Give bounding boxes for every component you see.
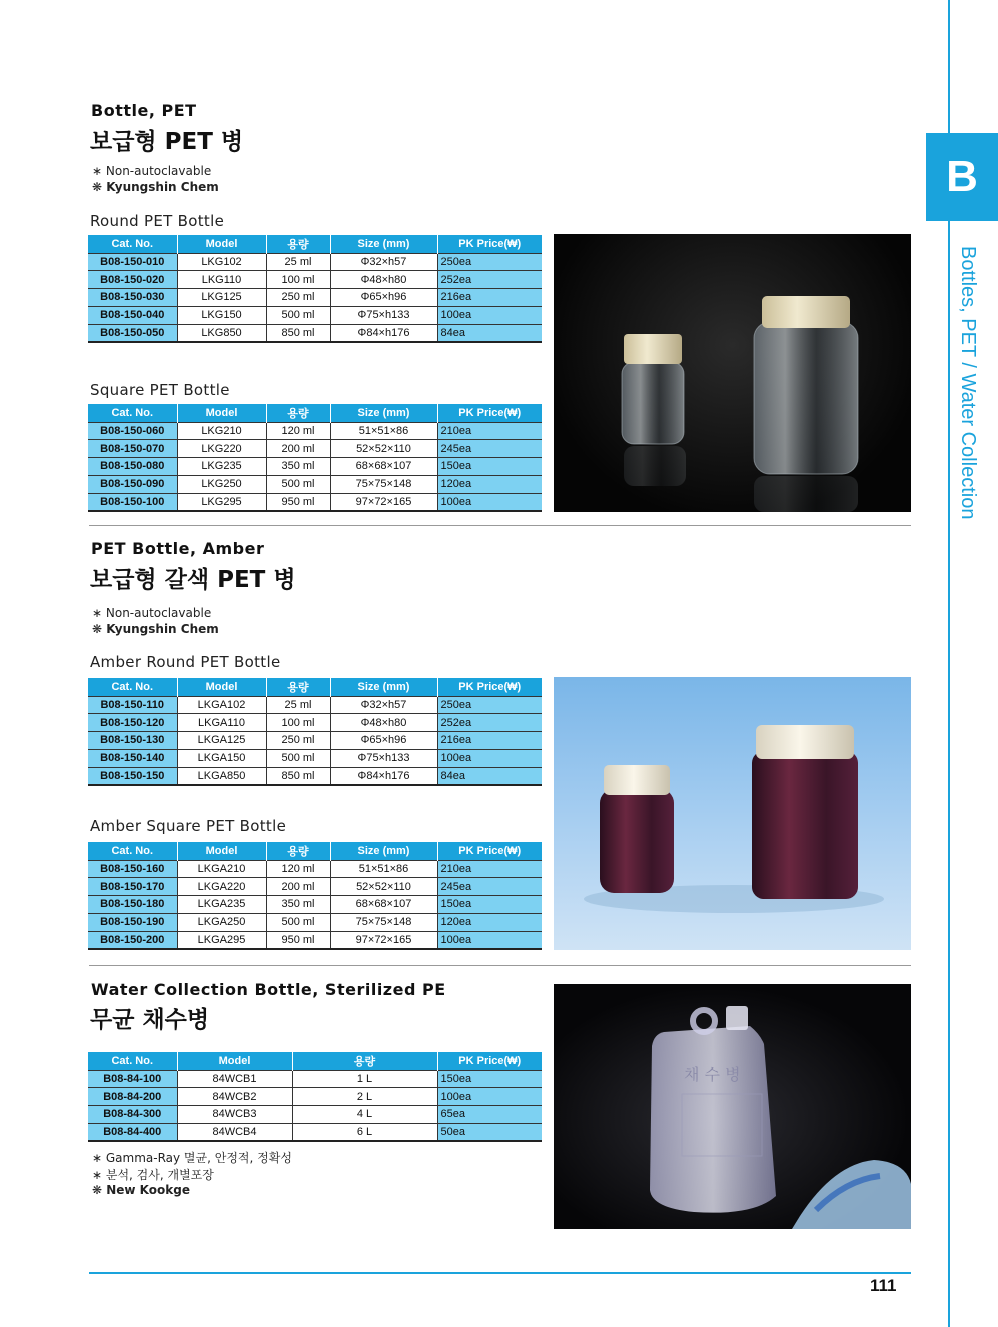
table-cell: LKGA850 — [177, 767, 266, 785]
table-cell: LKG220 — [177, 440, 266, 458]
column-header: Model — [177, 1052, 292, 1070]
table-row — [88, 1088, 542, 1106]
column-header: 용량 — [266, 678, 330, 696]
table-cell: LKG250 — [177, 475, 266, 493]
section3-note-sterile: ∗ Gamma-Ray 멸균, 안정적, 정확성 — [92, 1151, 292, 1165]
table-cell: 68×68×107 — [330, 458, 437, 476]
table-cell: LKGA210 — [177, 860, 266, 878]
table-cell: 84WCB3 — [177, 1106, 292, 1124]
table-cell: 25 ml — [266, 253, 330, 271]
section1-title-ko: 보급형 PET 병 — [90, 129, 244, 155]
price-cell: 100ea — [437, 1088, 542, 1106]
table-cell: 350 ml — [266, 896, 330, 914]
section-tab-label: Bottles, PET / Water Collection — [957, 246, 979, 520]
table-cell: LKG850 — [177, 324, 266, 342]
section3-title-en: Water Collection Bottle, Sterilized PE — [91, 980, 446, 999]
table-cell: LKGA125 — [177, 732, 266, 750]
cat-no-cell: B08-150-140 — [88, 749, 177, 767]
table-cell: Φ84×h176 — [330, 324, 437, 342]
cat-no-cell: B08-150-190 — [88, 913, 177, 931]
column-header: Cat. No. — [88, 404, 177, 422]
table-row — [88, 767, 542, 785]
column-header: PK Price(₩) — [437, 404, 542, 422]
cat-no-cell: B08-150-050 — [88, 324, 177, 342]
table-cell: LKGA102 — [177, 696, 266, 714]
price-cell: 150ea — [437, 458, 542, 476]
table-cell: LKG150 — [177, 306, 266, 324]
table-cell: 6 L — [292, 1123, 437, 1141]
table-cell: LKGA250 — [177, 913, 266, 931]
cat-no-cell: B08-150-060 — [88, 422, 177, 440]
cat-no-cell: B08-84-100 — [88, 1070, 177, 1088]
section-divider-2 — [89, 965, 911, 966]
price-cell: 150ea — [437, 1070, 542, 1088]
table-cell: Φ84×h176 — [330, 767, 437, 785]
cat-no-cell: B08-84-300 — [88, 1106, 177, 1124]
table-row — [88, 475, 542, 493]
column-header: Model — [177, 235, 266, 253]
price-cell: 84ea — [437, 767, 542, 785]
price-cell: 216ea — [437, 289, 542, 307]
table-cell: 84WCB1 — [177, 1070, 292, 1088]
cat-no-cell: B08-150-030 — [88, 289, 177, 307]
column-header: Cat. No. — [88, 1052, 177, 1070]
table-cell: 500 ml — [266, 913, 330, 931]
table-cell: 120 ml — [266, 422, 330, 440]
page-number: 111 — [870, 1276, 897, 1295]
column-header: PK Price(₩) — [437, 842, 542, 860]
table-row — [88, 271, 542, 289]
price-cell: 250ea — [437, 253, 542, 271]
table-row — [88, 896, 542, 914]
table-row — [88, 878, 542, 896]
table-cell: 950 ml — [266, 931, 330, 949]
cat-no-cell: B08-150-010 — [88, 253, 177, 271]
section2-note-autoclave: ∗ Non-autoclavable — [92, 606, 212, 620]
bag-label: 채 수 병 — [684, 1065, 741, 1084]
table-cell: Φ32×h57 — [330, 253, 437, 271]
section3-note-packing: ∗ 분석, 검사, 개별포장 — [92, 1168, 214, 1182]
table-cell: 75×75×148 — [330, 475, 437, 493]
table-cell: 84WCB2 — [177, 1088, 292, 1106]
table-cell: Φ75×h133 — [330, 749, 437, 767]
table-cell: 97×72×165 — [330, 493, 437, 511]
column-header: 용량 — [266, 235, 330, 253]
column-header: PK Price(₩) — [437, 678, 542, 696]
cat-no-cell: B08-150-160 — [88, 860, 177, 878]
cat-no-cell: B08-150-100 — [88, 493, 177, 511]
price-cell: 65ea — [437, 1106, 542, 1124]
table-row — [88, 289, 542, 307]
table-cell: LKG125 — [177, 289, 266, 307]
table-cell: LKGA110 — [177, 714, 266, 732]
section2-title-en: PET Bottle, Amber — [91, 539, 265, 558]
table-cell: 84WCB4 — [177, 1123, 292, 1141]
table-row — [88, 714, 542, 732]
price-cell: 245ea — [437, 440, 542, 458]
table-cell: 1 L — [292, 1070, 437, 1088]
column-header: PK Price(₩) — [437, 235, 542, 253]
table-row — [88, 440, 542, 458]
price-cell: 210ea — [437, 860, 542, 878]
table-row — [88, 253, 542, 271]
table-cell: 950 ml — [266, 493, 330, 511]
water-bottle-table — [88, 1052, 542, 1142]
round-pet-table — [88, 235, 542, 343]
square-pet-title: Square PET Bottle — [90, 381, 230, 399]
table-cell: 500 ml — [266, 306, 330, 324]
table-cell: Φ32×h57 — [330, 696, 437, 714]
table-row — [88, 749, 542, 767]
square-pet-table — [88, 404, 542, 512]
cat-no-cell: B08-150-120 — [88, 714, 177, 732]
table-cell: 200 ml — [266, 440, 330, 458]
section3-title-ko: 무균 채수병 — [90, 1007, 210, 1033]
column-header: Size (mm) — [330, 235, 437, 253]
column-header: Model — [177, 678, 266, 696]
price-cell: 100ea — [437, 306, 542, 324]
cat-no-cell: B08-150-200 — [88, 931, 177, 949]
table-cell: 52×52×110 — [330, 440, 437, 458]
price-cell: 120ea — [437, 913, 542, 931]
table-cell: Φ65×h96 — [330, 732, 437, 750]
table-cell: LKGA295 — [177, 931, 266, 949]
column-header: Cat. No. — [88, 678, 177, 696]
table-cell: 4 L — [292, 1106, 437, 1124]
section2-note-maker: ❋ Kyungshin Chem — [92, 622, 219, 636]
column-header: Cat. No. — [88, 235, 177, 253]
table-cell: 250 ml — [266, 289, 330, 307]
table-cell: 850 ml — [266, 767, 330, 785]
price-cell: 50ea — [437, 1123, 542, 1141]
section-tab-letter: B — [926, 133, 998, 221]
table-cell: LKG110 — [177, 271, 266, 289]
cat-no-cell: B08-84-200 — [88, 1088, 177, 1106]
table-row — [88, 324, 542, 342]
price-cell: 100ea — [437, 493, 542, 511]
table-cell: Φ48×h80 — [330, 714, 437, 732]
table-cell: 75×75×148 — [330, 913, 437, 931]
column-header: Cat. No. — [88, 842, 177, 860]
table-cell: 120 ml — [266, 860, 330, 878]
amber-square-title: Amber Square PET Bottle — [90, 817, 287, 835]
table-row — [88, 860, 542, 878]
price-cell: 210ea — [437, 422, 542, 440]
table-row — [88, 458, 542, 476]
table-cell: 51×51×86 — [330, 860, 437, 878]
cat-no-cell: B08-150-130 — [88, 732, 177, 750]
amber-round-title: Amber Round PET Bottle — [90, 653, 281, 671]
table-cell: LKGA235 — [177, 896, 266, 914]
table-row — [88, 913, 542, 931]
cat-no-cell: B08-84-400 — [88, 1123, 177, 1141]
section1-note-autoclave: ∗ Non-autoclavable — [92, 164, 212, 178]
table-cell: LKG235 — [177, 458, 266, 476]
table-cell: Φ75×h133 — [330, 306, 437, 324]
table-cell: 2 L — [292, 1088, 437, 1106]
table-cell: Φ65×h96 — [330, 289, 437, 307]
footer-line — [89, 1272, 911, 1274]
cat-no-cell: B08-150-020 — [88, 271, 177, 289]
table-cell: 68×68×107 — [330, 896, 437, 914]
table-cell: 51×51×86 — [330, 422, 437, 440]
amber-round-table — [88, 678, 542, 786]
section1-title-en: Bottle, PET — [91, 101, 197, 120]
cat-no-cell: B08-150-090 — [88, 475, 177, 493]
section1-note-maker: ❋ Kyungshin Chem — [92, 180, 219, 194]
cat-no-cell: B08-150-070 — [88, 440, 177, 458]
table-row — [88, 931, 542, 949]
table-cell: LKG102 — [177, 253, 266, 271]
table-row — [88, 306, 542, 324]
table-cell: LKGA150 — [177, 749, 266, 767]
table-cell: 97×72×165 — [330, 931, 437, 949]
table-cell: 250 ml — [266, 732, 330, 750]
table-cell: 500 ml — [266, 475, 330, 493]
price-cell: 252ea — [437, 271, 542, 289]
cat-no-cell: B08-150-110 — [88, 696, 177, 714]
section3-note-maker: ❋ New Kookge — [92, 1183, 190, 1197]
cat-no-cell: B08-150-180 — [88, 896, 177, 914]
table-cell: 350 ml — [266, 458, 330, 476]
table-row — [88, 1070, 542, 1088]
price-cell: 100ea — [437, 749, 542, 767]
column-header: 용량 — [266, 404, 330, 422]
clear-pet-bottles-photo — [554, 234, 911, 512]
column-header: 용량 — [266, 842, 330, 860]
cat-no-cell: B08-150-170 — [88, 878, 177, 896]
price-cell: 216ea — [437, 732, 542, 750]
column-header: Size (mm) — [330, 678, 437, 696]
price-cell: 120ea — [437, 475, 542, 493]
column-header: Size (mm) — [330, 842, 437, 860]
price-cell: 252ea — [437, 714, 542, 732]
table-row — [88, 493, 542, 511]
column-header: 용량 — [292, 1052, 437, 1070]
table-row — [88, 696, 542, 714]
section2-title-ko: 보급형 갈색 PET 병 — [90, 567, 296, 593]
column-header: PK Price(₩) — [437, 1052, 542, 1070]
table-row — [88, 1106, 542, 1124]
table-cell: LKGA220 — [177, 878, 266, 896]
table-cell: 25 ml — [266, 696, 330, 714]
amber-square-table — [88, 842, 542, 950]
table-cell: 200 ml — [266, 878, 330, 896]
column-header: Model — [177, 842, 266, 860]
section-divider-1 — [89, 525, 911, 526]
column-header: Model — [177, 404, 266, 422]
table-cell: 52×52×110 — [330, 878, 437, 896]
price-cell: 150ea — [437, 896, 542, 914]
price-cell: 250ea — [437, 696, 542, 714]
table-cell: Φ48×h80 — [330, 271, 437, 289]
table-row — [88, 1123, 542, 1141]
table-cell: 100 ml — [266, 714, 330, 732]
table-row — [88, 732, 542, 750]
amber-pet-bottles-photo — [554, 677, 911, 950]
table-cell: LKG295 — [177, 493, 266, 511]
column-header: Size (mm) — [330, 404, 437, 422]
price-cell: 100ea — [437, 931, 542, 949]
table-cell: 850 ml — [266, 324, 330, 342]
price-cell: 245ea — [437, 878, 542, 896]
round-pet-title: Round PET Bottle — [90, 212, 225, 230]
cat-no-cell: B08-150-080 — [88, 458, 177, 476]
cat-no-cell: B08-150-150 — [88, 767, 177, 785]
price-cell: 84ea — [437, 324, 542, 342]
cat-no-cell: B08-150-040 — [88, 306, 177, 324]
table-cell: 100 ml — [266, 271, 330, 289]
table-cell: 500 ml — [266, 749, 330, 767]
table-row — [88, 422, 542, 440]
water-collection-bottle-photo — [554, 984, 911, 1229]
table-cell: LKG210 — [177, 422, 266, 440]
